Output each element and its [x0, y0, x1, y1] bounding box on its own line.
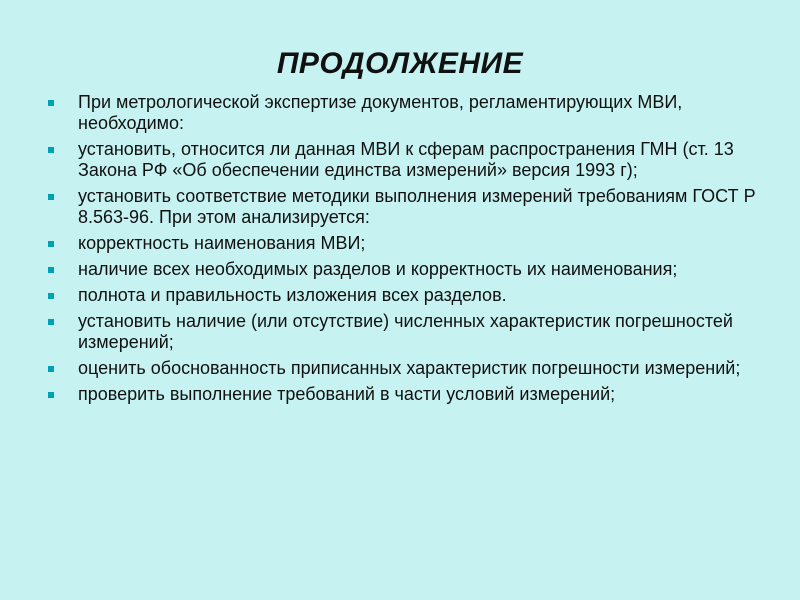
list-item: [48, 139, 768, 181]
bullet-text: установить, относится ли данная МВИ к сферам распространения ГМН (ст. 13 Закона РФ «Об обеспечении единства измерений» версия 1993 г);: [78, 139, 734, 180]
bullet-icon: [48, 267, 54, 273]
bullet-icon: [48, 319, 54, 325]
bullet-text: проверить выполнение требований в части условий измерений;: [78, 384, 616, 404]
list-item: [48, 384, 768, 405]
list-item: [48, 233, 768, 254]
bullet-text: корректность наименования МВИ;: [78, 233, 366, 253]
bullet-text: наличие всех необходимых разделов и корректность их наименования;: [78, 259, 678, 279]
bullet-icon: [48, 241, 54, 247]
bullet-icon: [48, 194, 54, 200]
bullet-icon: [48, 293, 54, 299]
slide-title: ПРОДОЛЖЕНИЕ: [276, 47, 524, 80]
bullet-list: [48, 92, 768, 410]
bullet-icon: [48, 147, 54, 153]
bullet-text: При метрологической экспертизе документов, регламентирующих МВИ, необходимо:: [78, 92, 683, 133]
list-item: [48, 285, 768, 306]
list-item: [48, 92, 768, 134]
bullet-icon: [48, 366, 54, 372]
bullet-icon: [48, 392, 54, 398]
bullet-text: полнота и правильность изложения всех разделов.: [78, 285, 507, 305]
list-item: [48, 186, 768, 228]
bullet-icon: [48, 100, 54, 106]
list-item: [48, 311, 768, 353]
bullet-text: установить соответствие методики выполнения измерений требованиям ГОСТ Р 8.563-96. При этом анализируется:: [78, 186, 756, 227]
list-item: [48, 259, 768, 280]
bullet-text: оценить обоснованность приписанных характеристик погрешности измерений;: [78, 358, 741, 378]
list-item: [48, 358, 768, 379]
bullet-text: установить наличие (или отсутствие) численных характеристик погрешностей измерений;: [78, 311, 733, 352]
